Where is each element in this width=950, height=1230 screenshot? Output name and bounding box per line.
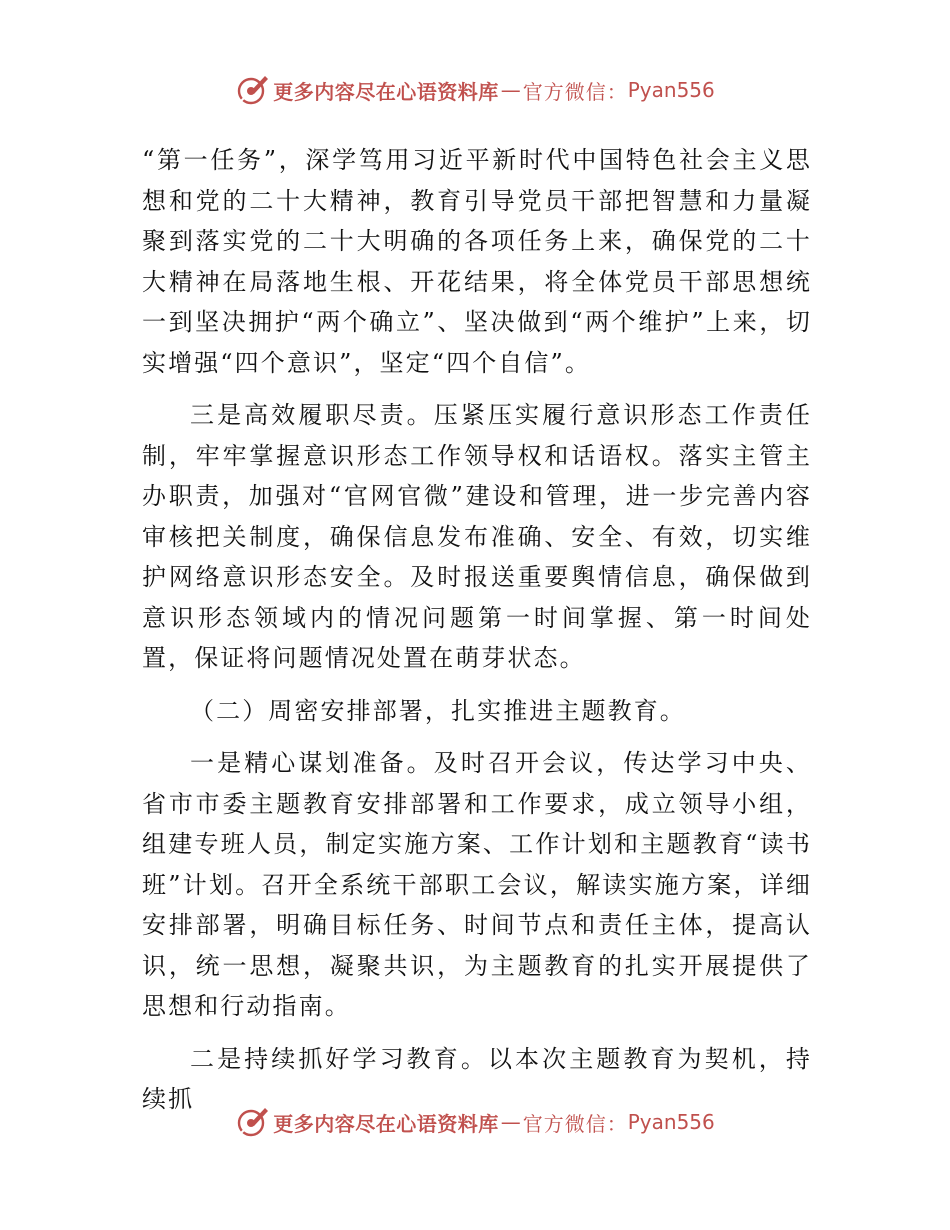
paragraph-item-one: 一是精心谋划准备。及时召开会议，传达学习中央、省市市委主题教育安排部署和工作要求，成立领导小组，组建专班人员，制定实施方案、工作计划和主题教育“读书班”计划。召开全系统干部职工会议，解读实施方案，详细安排部署，明确目标任务、时间节点和责任主体，提高认识，统一思想，凝聚共识，为主题教育的扎实开展提供了思想和行动指南。 <box>142 749 812 1020</box>
document-body <box>142 140 812 1120</box>
watermark-wechat-label: 官方微信： <box>522 79 628 104</box>
pen-logo-icon <box>235 1105 269 1139</box>
watermark-brand: 更多内容尽在心语资料库 <box>273 1111 499 1136</box>
watermark-separator: — <box>500 78 521 102</box>
pen-logo-icon <box>235 73 269 107</box>
paragraph-item-two: 二是持续抓好学习教育。以本次主题教育为契机，持续抓 <box>142 1044 812 1113</box>
watermark-brand: 更多内容尽在心语资料库 <box>273 79 499 104</box>
paragraph-item-three: 三是高效履职尽责。压紧压实履行意识形态工作责任制，牢牢掌握意识形态工作领导权和话语权。落实主管主办职责，加强对“官网官微”建设和管理，进一步完善内容审核把关制度，确保信息发布准确、安全、有效，切实维护网络意识形态安全。及时报送重要舆情信息，确保做到意识形态领域内的情况问题第一时间掌握、第一时间处置，保证将问题情况处置在萌芽状态。 <box>142 401 812 672</box>
watermark-wechat-id: Pyan556 <box>627 78 715 102</box>
section-heading: （二）周密安排部署，扎实推进主题教育。 <box>190 696 686 725</box>
paragraph-continued: “第一任务”，深学笃用习近平新时代中国特色社会主义思想和党的二十大精神，教育引导党员干部把智慧和力量凝聚到落实党的二十大明确的各项任务上来，确保党的二十大精神在局落地生根、开花结果，将全体党员干部思想统一到坚决拥护“两个确立”、坚决做到“两个维护”上来，切实增强“四个意识”，坚定“四个自信”。 <box>142 146 812 377</box>
watermark-wechat-label: 官方微信： <box>522 1111 628 1136</box>
watermark-wechat-id: Pyan556 <box>627 1110 715 1134</box>
watermark-header <box>0 70 950 110</box>
watermark-separator: — <box>500 1110 521 1134</box>
watermark-footer <box>0 1102 950 1142</box>
